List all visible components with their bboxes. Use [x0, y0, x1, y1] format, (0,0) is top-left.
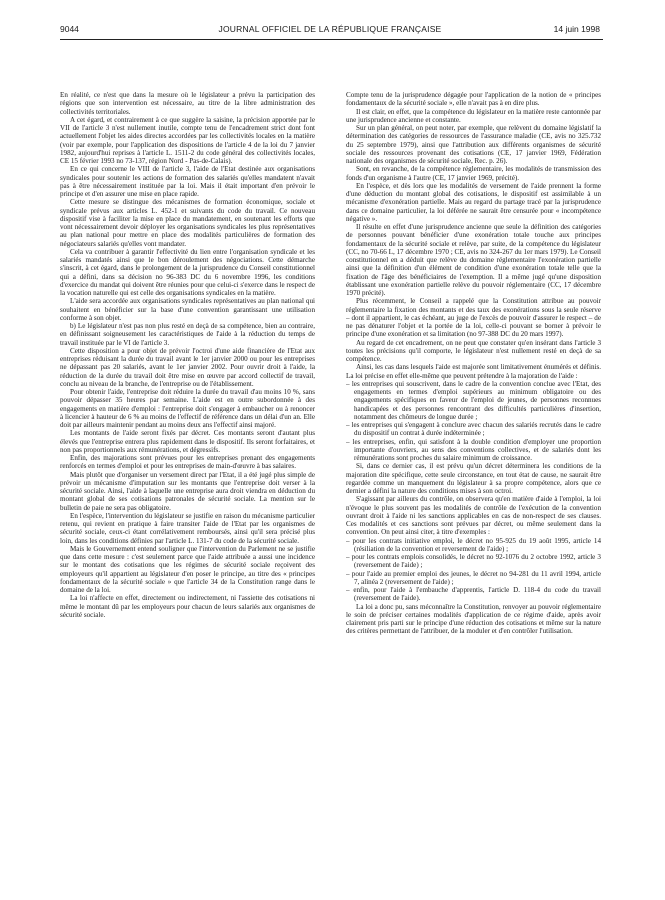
list-item: – pour les contrats initiative emploi, le décret no 95-925 du 19 août 1995, article 14 (résiliation de la convention et reversement de l'aide) ; — [346, 537, 601, 554]
list-item: – les entreprises qui s'engagent à conclure avec chacun des salariés recrutés dans le cadre du dispositif un contrat à durée indéterminée ; — [346, 421, 601, 438]
paragraph: En l'espèce, l'intervention du législateur se justifie en raison du mécanisme particulier retenu, qui revient en pratique à faire transiter l'aide de l'Etat par les organismes de sécurité sociale, ceux-ci étant corrélativement remboursés, ainsi qu'il sera précisé plus loin, dans les conditions définies par l'article L. 131-7 du code de la sécurité sociale. — [60, 511, 315, 545]
paragraph: Cela va contribuer à garantir l'effectivité du lien entre l'organisation syndicale et les salariés mandatés ainsi que le bon déroulement des négociations. Cette démarche s'inscrit, à cet égard, dans le prolongement de la jurisprudence du Conseil constitutionnel qui a défini, dans sa décision no 96-383 DC du 6 novembre 1996, les conditions d'exercice du mandat qui doivent être réunies pour que celui-ci s'exerce dans le respect de la vocation naturelle qui est celle des organisations syndicales en la matière. — [60, 247, 315, 297]
paragraph: Les montants de l'aide seront fixés par décret. Ces montants seront d'autant plus élevés que l'entreprise entrera plus rapidement dans le dispositif. Ils seront forfaitaires, et non pas proportionnels aux rémunérations, et dégressifs. — [60, 429, 315, 454]
paragraph: Compte tenu de la jurisprudence dégagée pour l'application de la notion de « principes fondamentaux de la sécurité sociale », elle n'avait pas à en dire plus. — [346, 91, 601, 108]
page-number: 9044 — [60, 24, 79, 34]
list-item: – enfin, pour l'aide à l'embauche d'apprentis, l'article D. 118-4 du code du travail (reversement de l'aide). — [346, 586, 601, 603]
paragraph: En réalité, ce n'est que dans la mesure où le législateur a prévu la participation des régions que son intervention est nécessaire, au titre de la libre administration des collectivités territoriales. — [60, 91, 315, 116]
page-header — [60, 24, 600, 36]
right-column — [346, 91, 601, 891]
paragraph: Il résulte en effet d'une jurisprudence ancienne que seule la définition des catégories de personnes pouvant bénéficier d'une exonération totale touche aux principes fondamentaux de la sécurité sociale et relève, par suite, de la compétence du législateur (CC, no 70-66 L, 17 décembre 1970 ; CE, avis no 324-267 du 1er mars 1979). Le Conseil constitutionnel en a déduit que relève du domaine réglementaire l'exonération partielle ainsi que la définition d'un élément de condition d'une exonération totale telle que la fixation de l'âge des bénéficiaires de l'exemption. Il a même jugé qu'une disposition établissant une exonération partielle relève du pouvoir réglementaire (CC, 17 décembre 1970 précité). — [346, 223, 601, 297]
left-column — [60, 91, 315, 891]
paragraph: S'agissant par ailleurs du contrôle, on observera qu'en matière d'aide à l'emploi, la loi n'évoque le plus souvent pas les modalités de contrôle de l'exécution de la convention ouvrant droit à l'aide ni les sanctions applicables en cas de non-respect de ses clauses. Ces modalités et ces sanctions sont prévues par décret, ou même seulement dans la convention. On peut ainsi citer, à titre d'exemples : — [346, 495, 601, 537]
header-rule — [60, 39, 603, 40]
paragraph: En ce qui concerne le VIII de l'article 3, l'aide de l'Etat destinée aux organisations syndicales pour soutenir les actions de formation des salariés qu'elles mandatent n'avait pas à être nécessairement instituée par la loi. Mais il était important d'en prévoir le principe et d'en assurer une mise en place rapide. — [60, 165, 315, 198]
paragraph: b) Le législateur n'est pas non plus resté en deçà de sa compétence, bien au contraire, en définissant soigneusement les caractéristiques de l'aide à la réduction du temps de travail instituée par le VI de l'article 3. — [60, 322, 315, 347]
majoration-list — [346, 380, 601, 463]
paragraph: Si, dans ce dernier cas, il est prévu qu'un décret déterminera les conditions de la majoration dite spécifique, cette seule circonstance, en tout état de cause, ne saurait être regardée comme un manquement du législateur à sa propre compétence, alors que ce dernier a défini la nature des conditions mises à son octroi. — [346, 462, 601, 495]
list-item: – les entreprises qui souscrivent, dans le cadre de la convention conclue avec l'Etat, des engagements en termes d'emploi supérieurs au minimum obligatoire ou des engagements spécifiques en faveur de l'emploi de jeunes, de personnes reconnues handicapées et des personnes rencontrant des difficultés particulières d'insertion, notamment des chômeurs de longue durée ; — [346, 380, 601, 421]
paragraph: Cette disposition a pour objet de prévoir l'octroi d'une aide financière de l'Etat aux entreprises réduisant la durée du travail avant le 1er janvier 2000 ou pour les entreprises ne dépassant pas 20 salariés, avant le 1er janvier 2002. Pour ouvrir droit à l'aide, la réduction de la durée du travail doit être mise en œuvre par accord collectif de travail, conclu au niveau de la branche, de l'entreprise ou de l'établissement. — [60, 346, 315, 388]
paragraph: Sur un plan général, on peut noter, par exemple, que relèvent du domaine législatif la détermination des catégories de ressources de l'assurance maladie (CE, avis no 325.732 du 25 septembre 1979), ainsi que l'attribution aux différents organismes de sécurité sociale des ressources provenant des cotisations (CE, 17 janvier 1969, Fédération nationale des organismes de sécurité sociale, Rec. p. 26). — [346, 124, 601, 165]
paragraph: A cet égard, et contrairement à ce que suggère la saisine, la précision apportée par le VII de l'article 3 n'est nullement inutile, compte tenu de l'encadrement strict dont font actuellement l'objet les aides directes accordées par les collectivités locales en la matière (voir par exemple, pour l'application des dispositions de l'article 4 de la loi du 7 janvier 1982, aujourd'hui reprises à l'article L. 1511-2 du code général des collectivités locales, CE 15 février 1993 no 73-137, région Nord - Pas-de-Calais). — [60, 115, 315, 165]
paragraph: Pour obtenir l'aide, l'entreprise doit réduire la durée du travail d'au moins 10 %, sans pouvoir dépasser 35 heures par semaine. L'aide est en outre subordonnée à des engagements en matière d'emploi : l'entreprise doit s'engager à embaucher ou à renoncer à licencier à hauteur de 6 % au moins de l'effectif de référence dans un délai d'un an. Elle doit par ailleurs maintenir pendant au moins deux ans l'effectif ainsi majoré. — [60, 388, 315, 429]
paragraph: Au regard de cet encadrement, on ne peut que constater qu'en insérant dans l'article 3 toutes les précisions qu'il comporte, le législateur n'est nullement resté en deçà de sa compétence. — [346, 338, 601, 363]
paragraph: Plus récemment, le Conseil a rappelé que la Constitution attribue au pouvoir réglementaire la fixation des montants et des taux des exonérations sous la seule réserve – dont il appartient, le cas échéant, au juge de l'excès de pouvoir d'assurer le respect – de ne pas dénaturer l'objet et la portée de la loi, celle-ci pouvant se borner à prévoir le principe d'une exonération et sa limitation (no 97-388 DC du 20 mars 1997). — [346, 297, 601, 339]
journal-title: JOURNAL OFFICIEL DE LA RÉPUBLIQUE FRANÇAISE — [218, 24, 442, 34]
paragraph: Mais le Gouvernement entend souligner que l'intervention du Parlement ne se justifie que dans cette mesure : c'est seulement parce que l'aide attribuée a aussi une incidence sur le montant des cotisations que les régimes de sécurité sociale reçoivent des employeurs qu'il appartient au législateur d'en poser le principe, au titre des « principes fondamentaux de la sécurité sociale » que l'article 34 de la Constitution range dans le domaine de la loi. — [60, 544, 315, 594]
examples-list — [346, 537, 601, 603]
paragraph: La loi n'affecte en effet, directement ou indirectement, ni l'assiette des cotisations ni même le montant dû par les employeurs pour chacun de leurs salariés aux organismes de sécurité sociale. — [60, 594, 315, 619]
paragraph: En l'espèce, et dès lors que les modalités de versement de l'aide prennent la forme d'une déduction du montant global des cotisations, le dispositif est assimilable à un mécanisme d'exonération partielle. Mais au regard du partage tracé par la jurisprudence dans ce domaine particulier, la loi déférée ne saurait être censurée pour « incompétence négative ». — [346, 181, 601, 223]
publication-date: 14 juin 1998 — [553, 24, 600, 34]
paragraph: Ainsi, les cas dans lesquels l'aide est majorée sont limitativement énumérés et définis. La loi précise en effet elle-même que peuvent prétendre à la majoration de l'aide : — [346, 363, 601, 380]
paragraph: L'aide sera accordée aux organisations syndicales représentatives au plan national qui souhaitent en bénéficier sur la base d'une convention garantissant une utilisation conforme à son objet. — [60, 297, 315, 322]
paragraph: Sont, en revanche, de la compétence réglementaire, les modalités de transmission des fonds d'un organisme à l'autre (CE, 17 janvier 1969, précité). — [346, 165, 601, 182]
list-item: – les entreprises, enfin, qui satisfont à la double condition d'employer une proportion importante d'ouvriers, au sens des conventions collectives, et de salariés dont les rémunérations sont proches du salaire minimum de croissance. — [346, 438, 601, 463]
list-item: – pour l'aide au premier emploi des jeunes, le décret no 94-281 du 11 avril 1994, article 7, alinéa 2 (reversement de l'aide) ; — [346, 570, 601, 587]
paragraph: Cette mesure se distingue des mécanismes de formation économique, sociale et syndicale prévus aux articles L. 452-1 et suivants du code du travail. Ce nouveau dispositif vise à faciliter la mise en place du mandatement, en soutenant les efforts que vont nécessairement devoir déployer les organisations syndicales les plus représentatives au plan national pour mettre en place des modalités particulières de formation des négociateurs salariés qu'elles vont mandater. — [60, 198, 315, 248]
paragraph: Enfin, des majorations sont prévues pour les entreprises prenant des engagements renforcés en termes d'emploi et pour les entreprises de main-d'œuvre à bas salaires. — [60, 454, 315, 471]
paragraph: Il est clair, en effet, que la compétence du législateur en la matière reste cantonnée par une jurisprudence ancienne et constante. — [346, 107, 601, 124]
list-item: – pour les contrats emplois consolidés, le décret no 92-1076 du 2 octobre 1992, article 3 (reversement de l'aide) ; — [346, 553, 601, 570]
paragraph: La loi a donc pu, sans méconnaître la Constitution, renvoyer au pouvoir réglementaire le soin de préciser certaines modalités d'application de ce régime d'aide, après avoir clairement pris parti sur le principe d'une réduction des cotisations et même sur la nature des critères permettant de l'attribuer, de la moduler et d'en contrôler l'utilisation. — [346, 602, 601, 636]
paragraph: Mais plutôt que d'organiser un versement direct par l'Etat, il a été jugé plus simple de prévoir un mécanisme d'imputation sur les montants que l'entreprise doit verser à la sécurité sociale. Ainsi, l'aide à laquelle une entreprise aura droit viendra en déduction du montant global de ses cotisations patronales de sécurité sociale. La mention sur le bulletin de paie ne sera pas obligatoire. — [60, 470, 315, 512]
